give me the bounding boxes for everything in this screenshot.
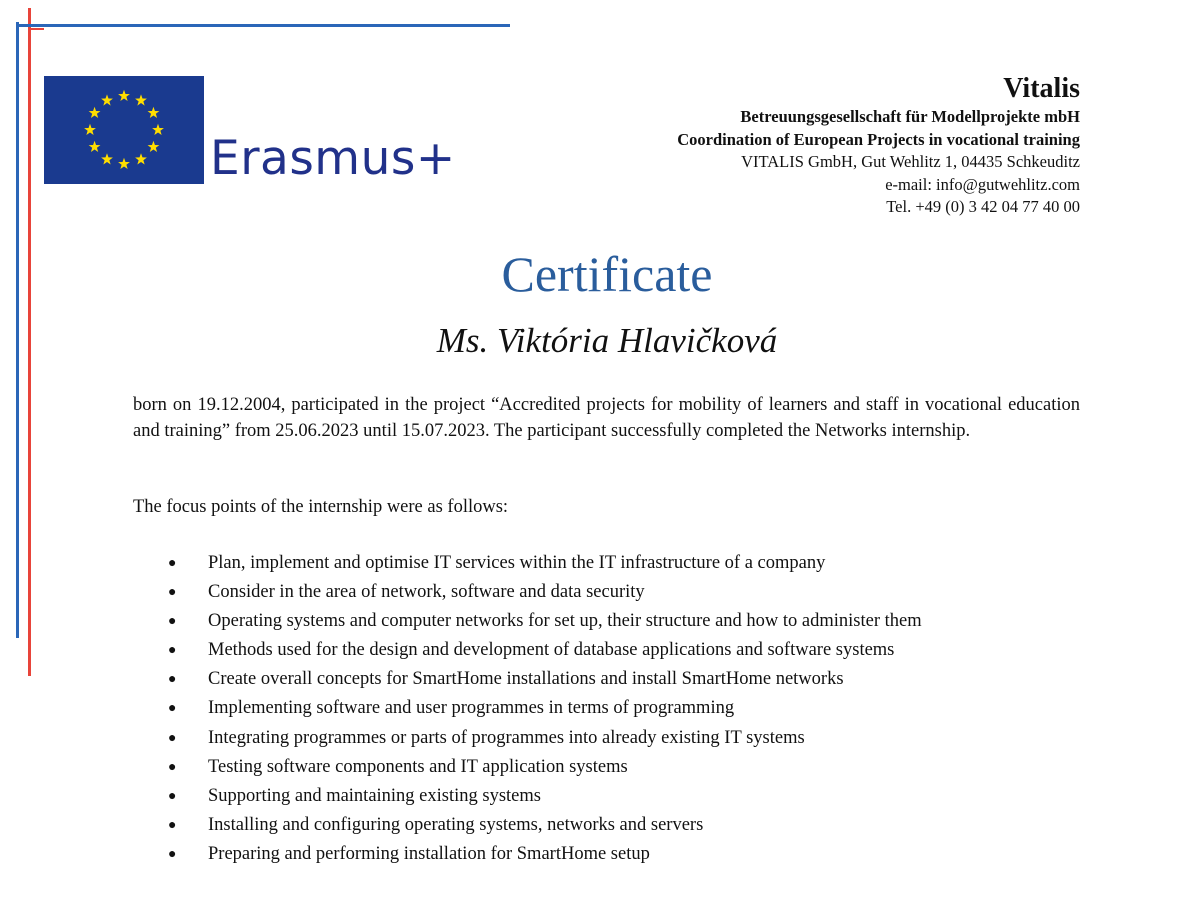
list-item	[168, 665, 922, 694]
certificate-title: Certificate	[501, 246, 713, 302]
organization-address: VITALIS GmbH, Gut Wehlitz 1, 04435 Schkeuditz	[741, 152, 1080, 171]
bullet-icon: ●	[168, 759, 177, 775]
organization-phone: Tel. +49 (0) 3 42 04 77 40 00	[886, 197, 1080, 216]
list-item	[168, 811, 922, 840]
erasmus-wordmark: Erasmus+	[210, 131, 456, 186]
decorative-red-horizontal-line	[28, 28, 44, 30]
list-item	[168, 724, 922, 753]
bullet-icon: ●	[168, 817, 177, 833]
recipient-name: Ms. Viktória Hlavičková	[436, 321, 778, 360]
organization-header	[677, 72, 1080, 219]
focus-intro: The focus points of the internship were as follows:	[133, 497, 509, 517]
erasmus-logo	[44, 76, 456, 184]
focus-points-list	[168, 549, 922, 869]
list-item	[168, 636, 922, 665]
organization-line-2: Coordination of European Projects in vocational training	[677, 129, 1080, 149]
list-item-text: Integrating programmes or parts of programmes into already existing IT systems	[208, 727, 805, 748]
list-item-text: Installing and configuring operating systems, networks and servers	[208, 814, 704, 835]
bullet-icon: ●	[168, 672, 177, 688]
bullet-icon: ●	[168, 701, 177, 717]
list-item-text: Consider in the area of network, software and data security	[208, 582, 645, 603]
bullet-icon: ●	[168, 585, 177, 601]
organization-email: e-mail: info@gutwehlitz.com	[885, 174, 1080, 194]
bullet-icon: ●	[168, 614, 177, 630]
bullet-icon: ●	[168, 846, 177, 862]
list-item-text: Supporting and maintaining existing systems	[208, 785, 541, 806]
list-item	[168, 753, 922, 782]
list-item-text: Implementing software and user programmes in terms of programming	[208, 698, 735, 719]
list-item	[168, 549, 922, 578]
list-item-text: Create overall concepts for SmartHome installations and install SmartHome networks	[208, 669, 844, 690]
certificate-body: born on 19.12.2004, participated in the project “Accredited projects for mobility of learners and staff in vocational education and training” from 25.06.2023 until 15.07.2023. The participant successfully completed the Networks internship.	[133, 395, 1080, 441]
list-item	[168, 607, 922, 636]
list-item	[168, 782, 922, 811]
bullet-icon: ●	[168, 730, 177, 746]
list-item	[168, 578, 922, 607]
organization-line-1: Betreuungsgesellschaft für Modellprojekte mbH	[740, 107, 1080, 126]
list-item-text: Methods used for the design and development of database applications and software systems	[208, 640, 895, 661]
organization-name: Vitalis	[1003, 73, 1080, 104]
list-item	[168, 840, 922, 869]
bullet-icon: ●	[168, 788, 177, 804]
list-item-text: Operating systems and computer networks for set up, their structure and how to administer them	[208, 611, 922, 632]
list-item	[168, 694, 922, 723]
list-item-text: Testing software components and IT application systems	[208, 756, 628, 777]
bullet-icon: ●	[168, 556, 177, 571]
list-item-text: Plan, implement and optimise IT services within the IT infrastructure of a company	[208, 553, 826, 573]
list-item-text: Preparing and performing installation for SmartHome setup	[208, 843, 650, 864]
eu-flag-icon	[44, 76, 204, 184]
decorative-blue-horizontal-line	[16, 24, 510, 27]
bullet-icon: ●	[168, 643, 177, 659]
